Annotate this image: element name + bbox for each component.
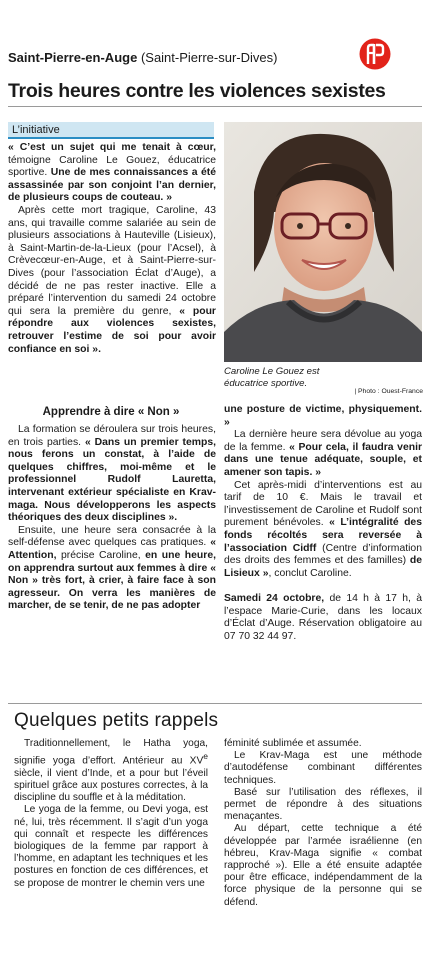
town-name: Saint-Pierre-en-Auge [8, 50, 138, 65]
ouest-france-logo-icon [359, 38, 391, 70]
article-column-1-top: « C’est un sujet qui me tenait à cœur, témoigne Caroline Le Gouez, éducatrice sportive. Une de mes connaissances a été assassinée par son conjoint l’an dernier, de plusieurs coups de couteau. » Après cette mort tragique, Caroline, 43 ans, qui travaille comme salariée au sein de plusieurs associations à Hauteville (Lisieux), à Saint-Martin-de-la-Lieux (pour l’Acsel), à Crèvecœur-en-Auge, et à Saint-Pierre-sur-Dives (pour l’association Éclat d’Auge), a décidé de ne pas rester inactive. Elle a préparé l’intervention du samedi 24 octobre qui sera la première du genre, « pour répondre aux violences sexistes, retrouver l’estime de soi pour avoir confiance en soi ». [8, 142, 216, 355]
rappels-column-left: Traditionnellement, le Hatha yoga, signifie yoga d’effort. Antérieur au XVe siècle, il vient d’Inde, et a pour but l’éveil spirituel grâce aux postures correctes, à la discipline du souffle et à la méditation. Le yoga de la femme, ou Devi yoga, est né, lui, très récemment. Il s’agit d’un yoga qui connaît et respecte les différences biologiques de la femme par rapport à l’homme, en adaptant les techniques et les postures en fonction de ces différences, et se propose de montrer le chemin vers une [14, 738, 208, 889]
photo-credit: | Photo : Ouest-France [354, 388, 423, 395]
portrait-photo [224, 122, 422, 362]
photo-caption: Caroline Le Gouez est éducatrice sportive. [224, 366, 320, 389]
article-headline: Trois heures contre les violences sexistes [8, 80, 386, 102]
subheading-apprendre: Apprendre à dire « Non » [42, 406, 180, 418]
section-rule [8, 703, 422, 704]
rappels-column-right: féminité sublimée et assumée. Le Krav-Maga est une méthode d’autodéfense combinant différentes techniques. Basé sur l’utilisation des réflexes, il permet de répondre à des situations menaçantes. Au départ, cette technique a été développée par l’armée israélienne (en hébreu, Krav-Maga signifie « combat rapproché »). Elle a été ensuite adaptée pour être efficace, indépendamment de la force physique de la personne qui se défend. [224, 738, 422, 908]
rappels-title: Quelques petits rappels [14, 710, 219, 731]
town-line [8, 50, 277, 65]
commune-name: (Saint-Pierre-sur-Dives) [140, 50, 278, 65]
article-column-2: une posture de victime, physiquement. » La dernière heure sera dévolue au yoga de la femme. « Pour cela, il faudra venir dans une tenue adéquate, souple, et amener son tapis. » Cet après-midi d’interventions est au tarif de 10 €. Mais le travail et l’investissement de Caroline et Rudolf sont purement bénévoles. « L’intégralité des fonds récoltés sera reversée à l’association Cidff (Centre d’information des droits des femmes et des familles) de Lisieux », conclut Caroline. Samedi 24 octobre, de 14 h à 17 h, à l’espace Marie-Curie, dans les locaux d’Éclat d’Auge. Réservation obligatoire au 07 70 32 44 97. [224, 404, 423, 642]
headline-rule [8, 106, 422, 107]
kicker-label: L’initiative [8, 122, 214, 139]
article-column-1-bottom: La formation se déroulera sur trois heures, en trois parties. « Dans un premier temps, nous ferons un constat, à l’aide de quelques chiffres, moi-même et le professionnel Rudolf Lauretta, intervenant extérieur spécialiste en Krav-maga. Nous développerons les aspects théoriques des deux disciplines ». Ensuite, une heure sera consacrée à la self-défense avec quelques cas pratiques. « Attention, précise Caroline, en une heure, on apprendra surtout aux femmes à dire « Non » très fort, à crier, à faire face à son agresseur. On verra les manières de marcher, de se tenir, de ne pas adopter [8, 424, 216, 612]
